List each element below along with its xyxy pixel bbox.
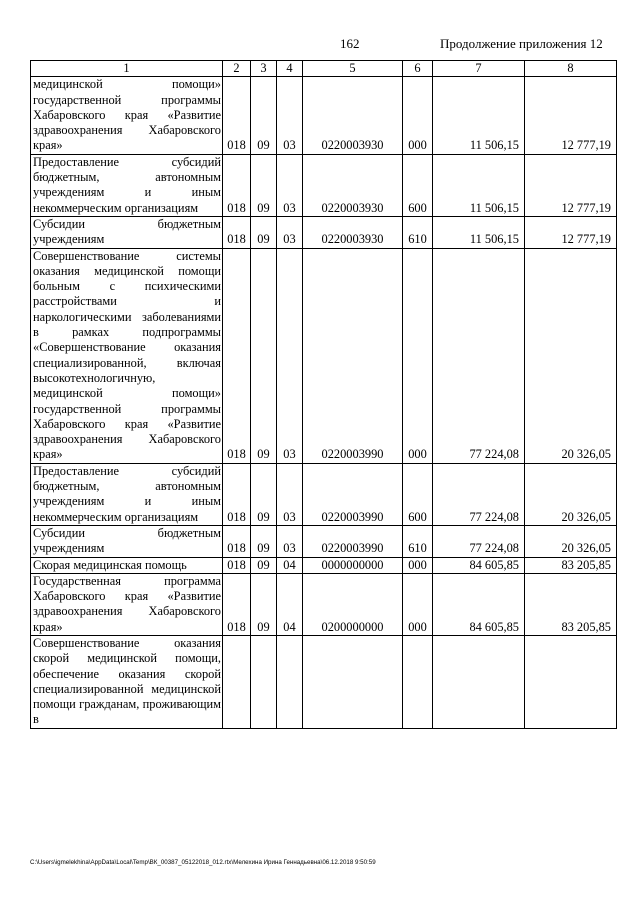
row-target-article <box>303 635 403 728</box>
row-name: Совершенствование оказания скорой медицинской помощи, обеспечение оказания скорой специализированной медицинской помощи гражданам, проживающим в <box>31 635 223 728</box>
row-admin-code: 018 <box>223 154 251 216</box>
column-header-2: 2 <box>223 61 251 77</box>
row-section: 09 <box>251 557 277 573</box>
row-target-article: 0220003990 <box>303 463 403 525</box>
row-amount-col7: 77 224,08 <box>433 463 525 525</box>
table-row <box>31 635 617 728</box>
table-row <box>31 154 617 216</box>
row-admin-code: 018 <box>223 248 251 463</box>
row-amount-col7: 11 506,15 <box>433 77 525 154</box>
row-name: медицинской помощи» государственной программы Хабаровского края «Развитие здравоохранения Хабаровского края» <box>31 77 223 154</box>
row-section: 09 <box>251 463 277 525</box>
row-expense-type: 000 <box>403 248 433 463</box>
row-amount-col7: 77 224,08 <box>433 248 525 463</box>
row-subsection: 03 <box>277 216 303 248</box>
row-subsection: 03 <box>277 77 303 154</box>
row-admin-code: 018 <box>223 463 251 525</box>
column-header-7: 7 <box>433 61 525 77</box>
row-expense-type: 600 <box>403 154 433 216</box>
row-amount-col7: 77 224,08 <box>433 525 525 557</box>
row-expense-type: 000 <box>403 77 433 154</box>
row-expense-type: 610 <box>403 525 433 557</box>
row-amount-col8: 12 777,19 <box>525 216 617 248</box>
column-header-5: 5 <box>303 61 403 77</box>
row-amount-col7: 84 605,85 <box>433 573 525 635</box>
row-target-article: 0220003930 <box>303 216 403 248</box>
column-header-1: 1 <box>31 61 223 77</box>
row-name: Предоставление субсидий бюджетным, автономным учреждениям и иным некоммерческим организациям <box>31 463 223 525</box>
row-admin-code: 018 <box>223 573 251 635</box>
row-name: Совершенствование системы оказания медицинской помощи больным с психическими расстройствами и наркологическими заболеваниями в рамках подпрограммы «Совершенствование оказания специализированной, включая высокотехнологичную, медицинской помощи» государственной программы Хабаровского края «Развитие здравоохранения Хабаровского края» <box>31 248 223 463</box>
table-row <box>31 557 617 573</box>
table-row <box>31 573 617 635</box>
row-amount-col8: 12 777,19 <box>525 77 617 154</box>
row-admin-code: 018 <box>223 216 251 248</box>
row-section: 09 <box>251 77 277 154</box>
page-number: 162 <box>340 36 360 51</box>
row-amount-col8: 12 777,19 <box>525 154 617 216</box>
row-amount-col8 <box>525 635 617 728</box>
row-expense-type: 600 <box>403 463 433 525</box>
row-target-article: 0000000000 <box>303 557 403 573</box>
row-amount-col8: 20 326,05 <box>525 248 617 463</box>
column-header-6: 6 <box>403 61 433 77</box>
row-name: Предоставление субсидий бюджетным, автономным учреждениям и иным некоммерческим организациям <box>31 154 223 216</box>
table-row <box>31 248 617 463</box>
row-amount-col8: 20 326,05 <box>525 525 617 557</box>
row-amount-col7: 11 506,15 <box>433 154 525 216</box>
row-section <box>251 635 277 728</box>
row-expense-type: 000 <box>403 573 433 635</box>
row-amount-col7: 11 506,15 <box>433 216 525 248</box>
row-subsection: 04 <box>277 557 303 573</box>
row-amount-col7 <box>433 635 525 728</box>
row-admin-code <box>223 635 251 728</box>
row-admin-code: 018 <box>223 525 251 557</box>
row-amount-col8: 20 326,05 <box>525 463 617 525</box>
row-name: Государственная программа Хабаровского края «Развитие здравоохранения Хабаровского края» <box>31 573 223 635</box>
row-target-article: 0220003990 <box>303 525 403 557</box>
row-subsection: 03 <box>277 463 303 525</box>
row-subsection <box>277 635 303 728</box>
row-amount-col7: 84 605,85 <box>433 557 525 573</box>
row-target-article: 0200000000 <box>303 573 403 635</box>
column-header-3: 3 <box>251 61 277 77</box>
row-amount-col8: 83 205,85 <box>525 557 617 573</box>
row-subsection: 03 <box>277 248 303 463</box>
row-name: Субсидии бюджетным учреждениям <box>31 216 223 248</box>
row-target-article: 0220003930 <box>303 154 403 216</box>
row-expense-type: 610 <box>403 216 433 248</box>
row-section: 09 <box>251 525 277 557</box>
footer-file-path: C:\Users\igmelekhina\AppData\Local\Temp\ВК_00387_05122018_012.rtx\Мелехина Ирина Геннадьевна\06.12.2018 9:50:59 <box>30 859 376 866</box>
table-row <box>31 463 617 525</box>
column-header-4: 4 <box>277 61 303 77</box>
row-section: 09 <box>251 216 277 248</box>
row-section: 09 <box>251 573 277 635</box>
row-target-article: 0220003930 <box>303 77 403 154</box>
table-row <box>31 77 617 154</box>
row-target-article: 0220003990 <box>303 248 403 463</box>
row-subsection: 03 <box>277 525 303 557</box>
table-row <box>31 216 617 248</box>
row-expense-type: 000 <box>403 557 433 573</box>
row-subsection: 04 <box>277 573 303 635</box>
budget-table <box>30 60 617 729</box>
column-header-8: 8 <box>525 61 617 77</box>
row-admin-code: 018 <box>223 77 251 154</box>
row-amount-col8: 83 205,85 <box>525 573 617 635</box>
row-subsection: 03 <box>277 154 303 216</box>
row-section: 09 <box>251 154 277 216</box>
table-row <box>31 525 617 557</box>
row-name: Скорая медицинская помощь <box>31 557 223 573</box>
row-name: Субсидии бюджетным учреждениям <box>31 525 223 557</box>
row-admin-code: 018 <box>223 557 251 573</box>
row-expense-type <box>403 635 433 728</box>
row-section: 09 <box>251 248 277 463</box>
table-header-row <box>31 61 617 77</box>
appendix-continuation-label: Продолжение приложения 12 <box>440 36 603 51</box>
